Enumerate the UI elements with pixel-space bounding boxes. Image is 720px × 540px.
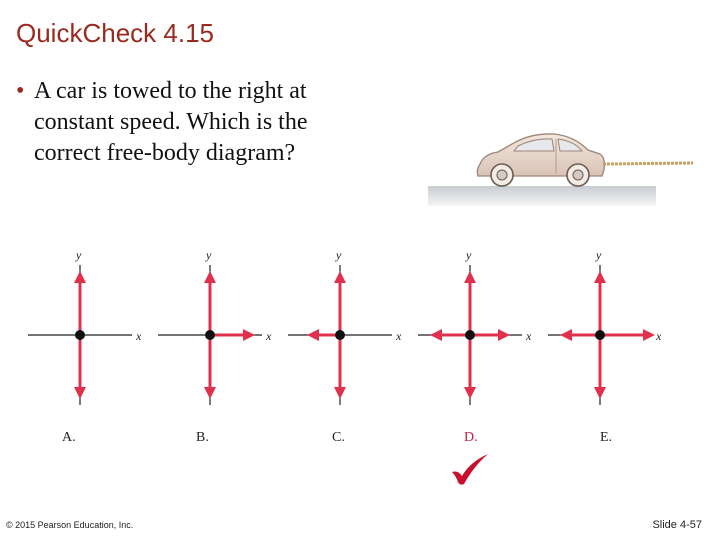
tow-rope [603,163,693,164]
particle-dot [205,330,215,340]
fbd-option-a [28,248,142,405]
gravity-force-vector [464,335,476,399]
x-axis-label: x [526,329,532,343]
normal-force-vector [594,271,606,335]
y-axis-label: y [76,248,82,262]
y-axis-label: y [596,248,602,262]
friction-force-vector [430,329,470,341]
option-labels [0,430,720,450]
normal-force-vector [334,271,346,335]
car-icon [477,134,604,186]
tension-force-vector [210,329,255,341]
x-axis-label: x [656,329,662,343]
slide-title: QuickCheck 4.15 [16,18,214,48]
ground [428,186,656,206]
x-axis-label: x [136,329,142,343]
normal-force-vector [464,271,476,335]
y-axis-label: y [466,248,472,262]
option-label-e: E. [600,430,613,445]
y-axis-label: y [336,248,342,262]
question-text: A car is towed to the right at constant speed. Which is the correct free-body diagram? [34,78,308,166]
particle-dot [75,330,85,340]
free-body-diagrams [0,240,720,440]
particle-dot [335,330,345,340]
normal-force-vector [74,271,86,335]
fbd-option-e [548,248,662,405]
fbd-option-d [418,248,532,405]
checkmark-icon [448,452,492,488]
slide-number: Slide 4-57 [652,519,702,531]
option-label-d: D. [464,430,478,445]
x-axis-label: x [266,329,272,343]
x-axis-label: x [396,329,402,343]
gravity-force-vector [74,335,86,399]
gravity-force-vector [204,335,216,399]
copyright-footer: © 2015 Pearson Education, Inc. [6,520,134,530]
bullet-marker: • [16,78,25,104]
particle-dot [465,330,475,340]
question-bullet [16,76,376,169]
fbd-option-c [288,248,402,405]
normal-force-vector [204,271,216,335]
friction-force-vector [560,329,600,341]
y-axis-label: y [206,248,212,262]
tension-force-vector [600,329,655,341]
option-label-a: A. [62,430,76,445]
option-label-c: C. [332,430,345,445]
towed-car-illustration [428,120,700,216]
gravity-force-vector [594,335,606,399]
tension-force-vector [470,329,510,341]
gravity-force-vector [334,335,346,399]
option-label-b: B. [196,430,209,445]
particle-dot [595,330,605,340]
fbd-option-b [158,248,272,405]
